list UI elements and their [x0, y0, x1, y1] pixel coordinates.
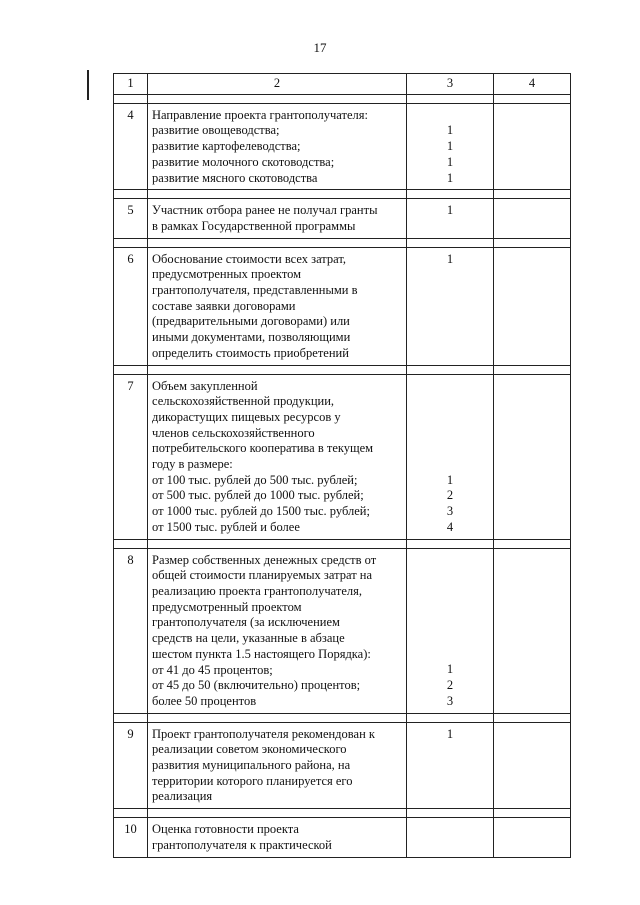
criterion-line: грантополучателя к практической: [152, 837, 332, 852]
spacer-cell: [148, 539, 407, 548]
spacer-cell: [407, 365, 494, 374]
criterion-line: от 41 до 45 процентов;: [152, 662, 273, 677]
criterion-cell: [148, 722, 407, 809]
score-spacer: [411, 631, 489, 647]
criterion-cell: [148, 548, 407, 713]
criterion-line: шестом пункта 1.5 настоящего Порядка):: [152, 646, 371, 661]
score-value: 3: [446, 504, 454, 519]
score-value: 1: [446, 139, 454, 154]
score-value: 1: [446, 203, 454, 218]
score-value: 1: [446, 170, 454, 185]
spacer-cell: [114, 94, 148, 103]
spacer-cell: [494, 94, 571, 103]
criterion-line: реализации советом экономического: [152, 742, 347, 757]
table-row: [114, 818, 571, 857]
score-spacer: [411, 615, 489, 631]
criterion-line: составе заявки договорами: [152, 298, 296, 313]
row-number: 6: [114, 247, 148, 365]
spacer-cell: [407, 539, 494, 548]
score-spacer: [411, 647, 489, 663]
criterion-cell: [148, 374, 407, 539]
criterion-line: более 50 процентов: [152, 693, 257, 708]
page-number: 17: [313, 40, 327, 55]
score-cell: [407, 199, 494, 238]
row-number: 9: [114, 722, 148, 809]
criterion-line: членов сельскохозяйственного: [152, 425, 315, 440]
criterion-line: развитие молочного скотоводства;: [152, 154, 335, 169]
row-spacer: [114, 190, 571, 199]
table-row: [114, 374, 571, 539]
row-number: 10: [114, 818, 148, 857]
score-value: 1: [446, 154, 454, 169]
score-value: 1: [446, 662, 454, 677]
row-spacer: [114, 238, 571, 247]
score-value: 2: [446, 488, 454, 503]
row-number: 7: [114, 374, 148, 539]
spacer-cell: [148, 238, 407, 247]
score-value: 1: [446, 123, 454, 138]
header-cell-3: 3: [407, 74, 494, 95]
score-spacer: [411, 410, 489, 426]
score-spacer: [411, 553, 489, 569]
criterion-line: реализацию проекта грантополучателя,: [152, 583, 363, 598]
spacer-cell: [494, 365, 571, 374]
spacer-cell: [407, 809, 494, 818]
criteria-table: [113, 73, 571, 858]
spacer-cell: [407, 190, 494, 199]
criterion-line: иными документами, позволяющими: [152, 330, 351, 345]
spacer-cell: [114, 809, 148, 818]
criterion-line: средств на цели, указанные в абзаце: [152, 631, 345, 646]
criterion-line: предусмотренных проектом: [152, 267, 302, 282]
spacer-cell: [407, 713, 494, 722]
score-value: 2: [446, 678, 454, 693]
table-row: [114, 103, 571, 190]
spacer-cell: [114, 365, 148, 374]
table-row: [114, 722, 571, 809]
score-cell: [407, 103, 494, 190]
spacer-cell: [407, 238, 494, 247]
header-cell-2: 2: [148, 74, 407, 95]
criterion-line: территории которого планируется его: [152, 773, 353, 788]
criterion-line: Объем закупленной: [152, 378, 258, 393]
score-spacer: [411, 379, 489, 395]
header-cell-4: 4: [494, 74, 571, 95]
score-spacer: [411, 568, 489, 584]
table-row: [114, 548, 571, 713]
score-spacer: [411, 457, 489, 473]
criterion-line: от 1000 тыс. рублей до 1500 тыс. рублей;: [152, 504, 370, 519]
criterion-line: дикорастущих пищевых ресурсов у: [152, 409, 341, 424]
table-row: [114, 199, 571, 238]
spacer-cell: [148, 94, 407, 103]
criterion-line: году в размере:: [152, 457, 233, 472]
margin-mark: [87, 70, 89, 100]
row-spacer: [114, 713, 571, 722]
row-spacer: [114, 539, 571, 548]
table-header-row: [114, 74, 571, 95]
criterion-cell: [148, 103, 407, 190]
row-spacer: [114, 365, 571, 374]
column-4-cell: [494, 548, 571, 713]
criterion-line: Оценка готовности проекта: [152, 822, 299, 837]
row-number: 5: [114, 199, 148, 238]
spacer-cell: [494, 238, 571, 247]
spacer-cell: [494, 809, 571, 818]
criterion-cell: [148, 247, 407, 365]
criterion-line: в рамках Государственной программы: [152, 218, 356, 233]
score-cell: [407, 374, 494, 539]
score-value: 1: [446, 251, 454, 266]
spacer-cell: [494, 190, 571, 199]
score-cell: [407, 818, 494, 857]
score-spacer: [411, 584, 489, 600]
header-cell-1: 1: [114, 74, 148, 95]
spacer-cell: [494, 539, 571, 548]
score-cell: [407, 548, 494, 713]
row-number: 4: [114, 103, 148, 190]
spacer-cell: [407, 94, 494, 103]
spacer-cell: [114, 238, 148, 247]
column-4-cell: [494, 103, 571, 190]
criterion-line: от 500 тыс. рублей до 1000 тыс. рублей;: [152, 488, 364, 503]
column-4-cell: [494, 818, 571, 857]
criterion-line: сельскохозяйственной продукции,: [152, 394, 335, 409]
criterion-line: грантополучателя, представленными в: [152, 283, 358, 298]
criterion-line: развитие мясного скотоводства: [152, 170, 318, 185]
score-value: 3: [446, 693, 454, 708]
score-cell: [407, 722, 494, 809]
criterion-line: предусмотренный проектом: [152, 599, 302, 614]
criterion-line: потребительского кооператива в текущем: [152, 441, 374, 456]
spacer-cell: [148, 365, 407, 374]
criterion-line: от 1500 тыс. рублей и более: [152, 519, 300, 534]
score-spacer: [411, 426, 489, 442]
score-spacer: [411, 822, 489, 838]
column-4-cell: [494, 199, 571, 238]
criterion-line: развитие овощеводства;: [152, 123, 280, 138]
criterion-line: грантополучателя (за исключением: [152, 615, 340, 630]
criterion-line: определить стоимость приобретений: [152, 345, 349, 360]
row-number: 8: [114, 548, 148, 713]
column-4-cell: [494, 722, 571, 809]
criterion-line: Проект грантополучателя рекомендован к: [152, 726, 375, 741]
criterion-line: развитие картофелеводства;: [152, 139, 301, 154]
score-value: 1: [446, 726, 454, 741]
criterion-cell: [148, 818, 407, 857]
criterion-line: от 45 до 50 (включительно) процентов;: [152, 678, 361, 693]
table-row: [114, 247, 571, 365]
criterion-line: Участник отбора ранее не получал гранты: [152, 203, 378, 218]
spacer-cell: [114, 190, 148, 199]
criterion-line: Размер собственных денежных средств от: [152, 552, 377, 567]
criterion-line: (предварительными договорами) или: [152, 314, 350, 329]
score-spacer: [411, 600, 489, 616]
spacer-cell: [494, 713, 571, 722]
column-4-cell: [494, 247, 571, 365]
criterion-line: Обоснование стоимости всех затрат,: [152, 251, 347, 266]
score-spacer: [411, 441, 489, 457]
spacer-cell: [148, 190, 407, 199]
spacer-cell: [148, 809, 407, 818]
criterion-line: развития муниципального района, на: [152, 758, 351, 773]
criterion-line: общей стоимости планируемых затрат на: [152, 568, 373, 583]
spacer-cell: [114, 539, 148, 548]
score-spacer: [411, 108, 489, 124]
row-spacer: [114, 94, 571, 103]
score-value: 4: [446, 519, 454, 534]
score-spacer: [411, 394, 489, 410]
spacer-cell: [148, 713, 407, 722]
criterion-line: от 100 тыс. рублей до 500 тыс. рублей;: [152, 472, 358, 487]
column-4-cell: [494, 374, 571, 539]
spacer-cell: [114, 713, 148, 722]
score-value: 1: [446, 472, 454, 487]
criterion-line: реализация: [152, 789, 213, 804]
criterion-line: Направление проекта грантополучателя:: [152, 107, 368, 122]
row-spacer: [114, 809, 571, 818]
score-cell: [407, 247, 494, 365]
criterion-cell: [148, 199, 407, 238]
